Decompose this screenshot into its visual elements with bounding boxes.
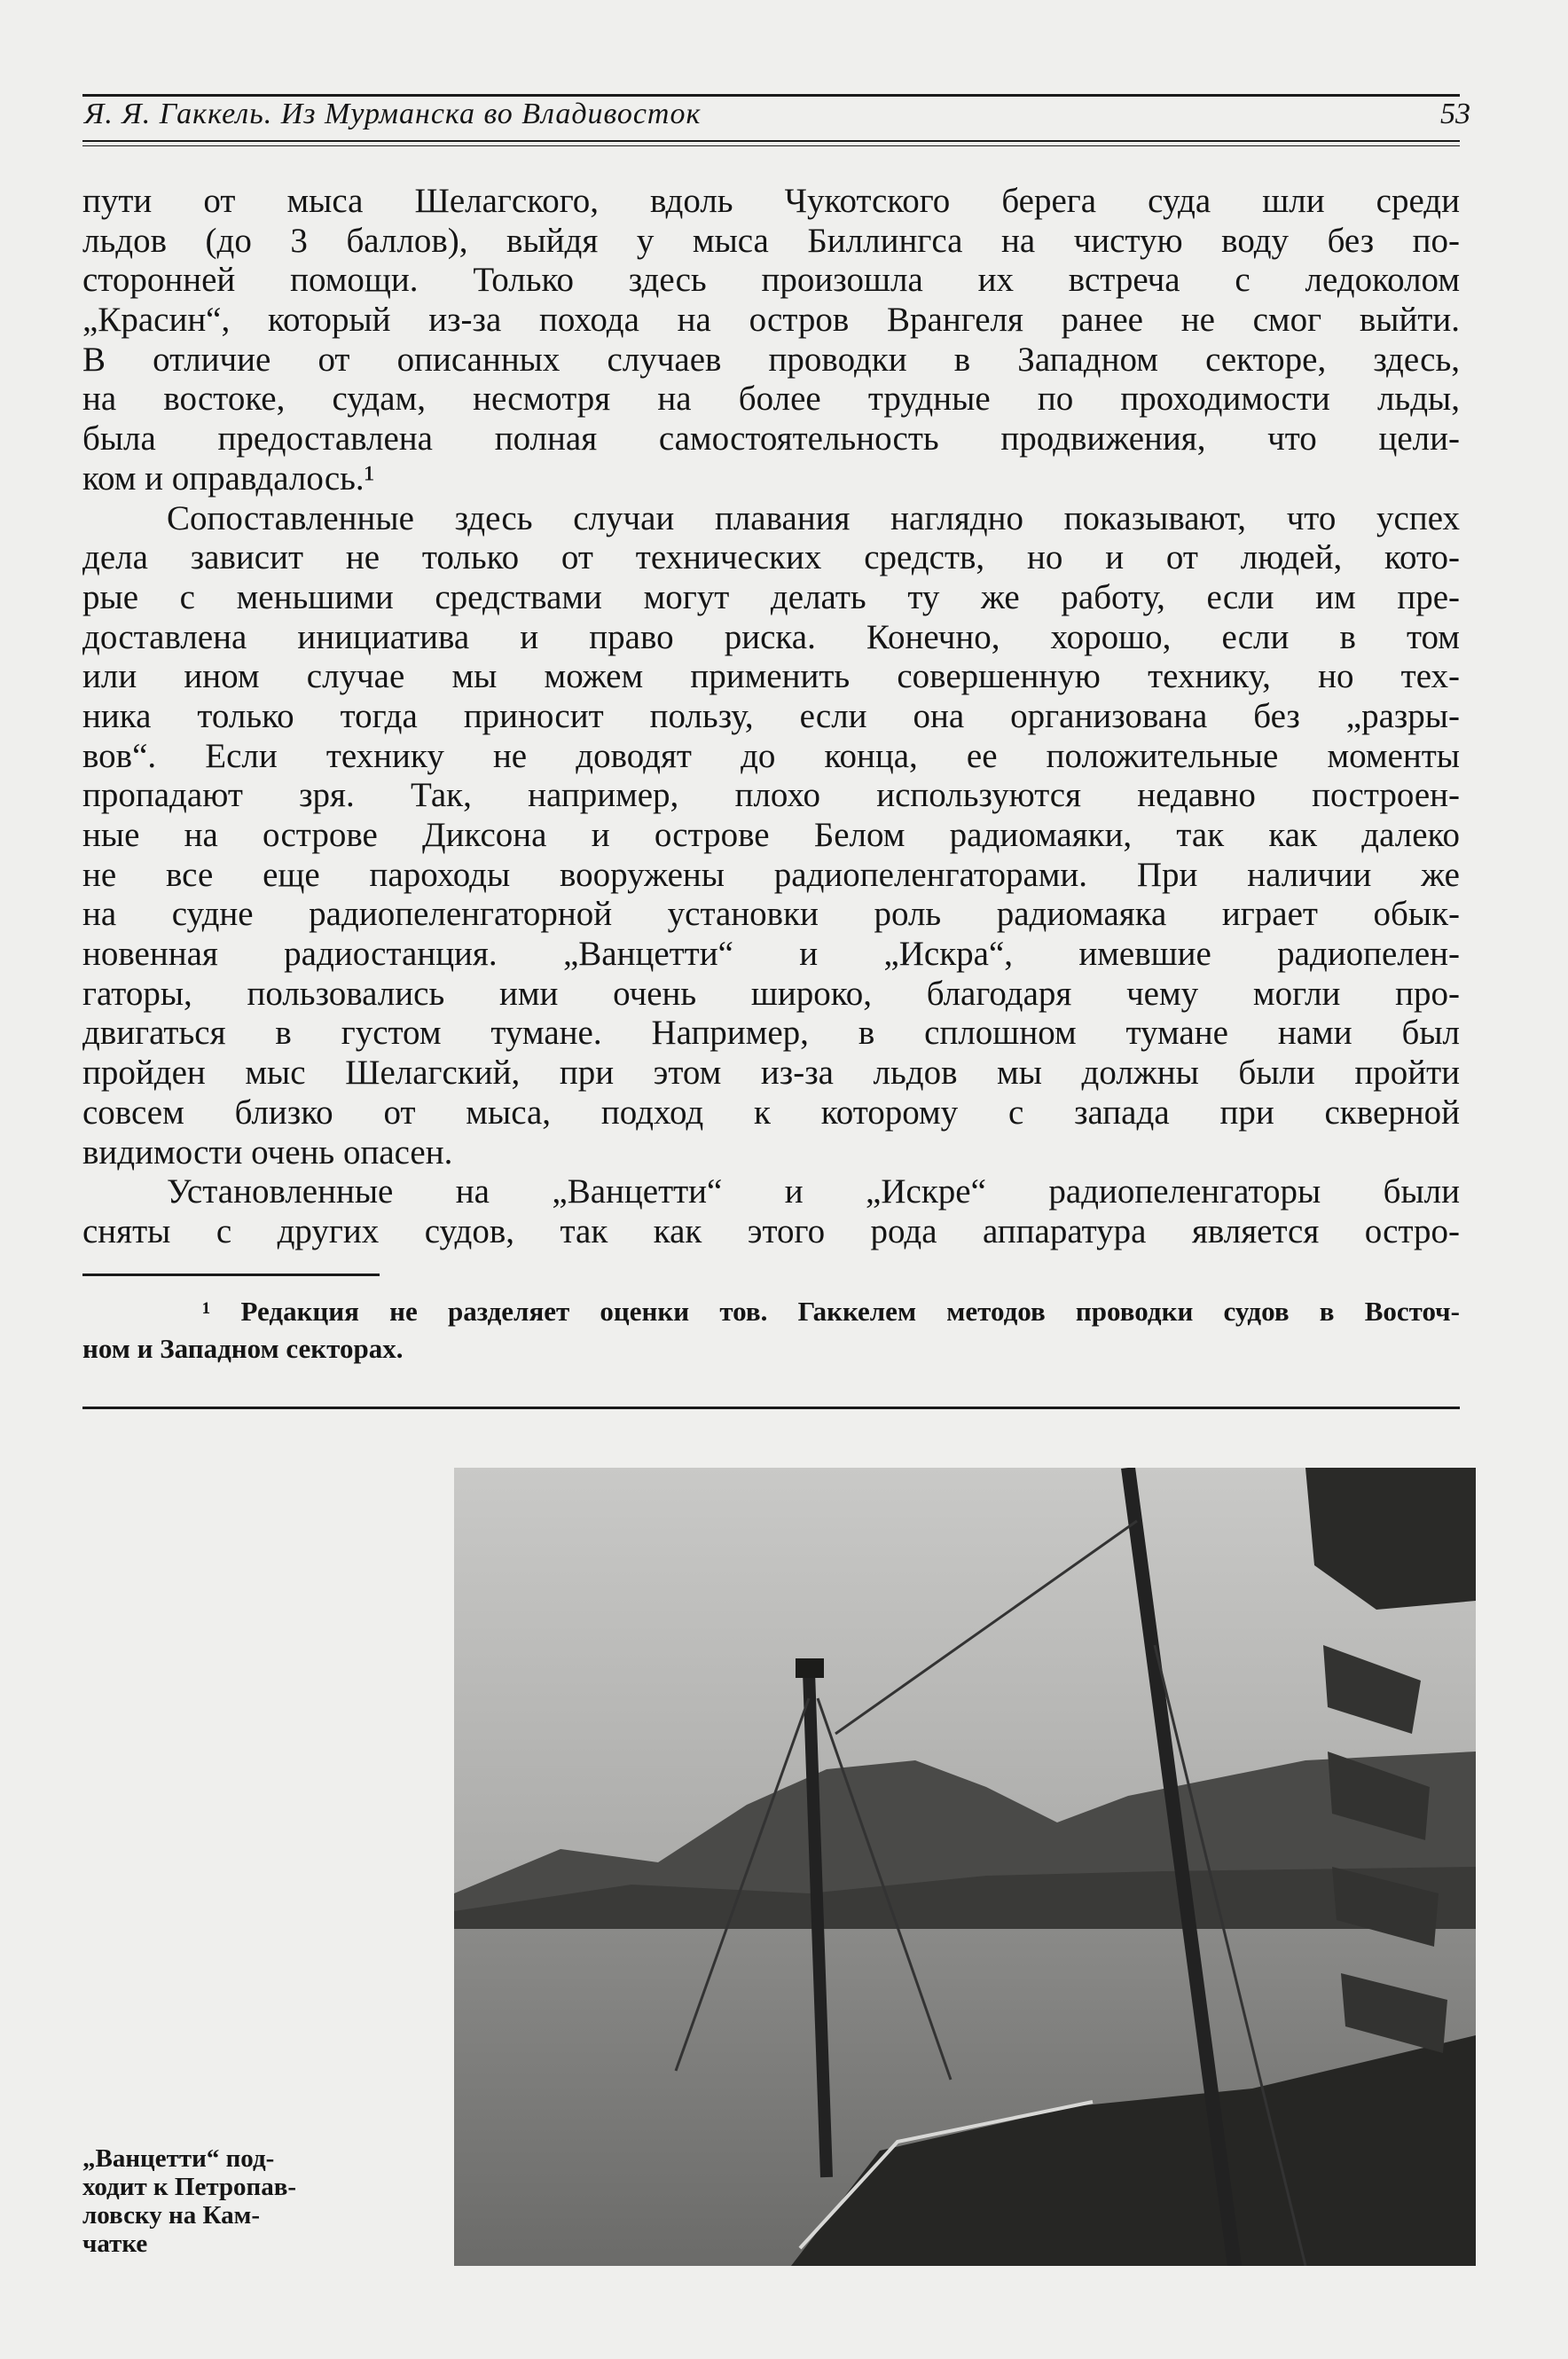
- text-line: на востоке, судам, несмотря на более трудные по проходимости льды,: [82, 380, 1460, 419]
- text-line: ловску на Кам-: [82, 2201, 260, 2230]
- paragraph-2: [82, 499, 1460, 1173]
- ship-photo: [454, 1468, 1476, 2266]
- text-line: ные на острове Диксона и острове Белом радиомаяки, так как далеко: [82, 816, 1460, 854]
- text-line: Установленные на „Ванцетти“ и „Искре“ радиопеленгаторы были: [167, 1172, 1460, 1211]
- text-line: сторонней помощи. Только здесь произошла их встреча с ледоколом: [82, 261, 1460, 300]
- footnote: [82, 1293, 1460, 1368]
- text-line: была предоставлена полная самостоятельность продвижения, что цели-: [82, 419, 1460, 458]
- page-number: 53: [1440, 98, 1470, 130]
- text-line: пропадают зря. Так, например, плохо используются недавно построен-: [82, 776, 1460, 815]
- text-line: видимости очень опасен.: [82, 1132, 453, 1172]
- text-line: не все еще пароходы вооружены радиопеленгаторами. При наличии же: [82, 855, 1460, 894]
- header-bottom-rule: [82, 140, 1460, 142]
- photo-separator-rule: [82, 1407, 1460, 1409]
- text-line: чатке: [82, 2230, 148, 2258]
- text-line: ¹ Редакция не разделяет оценки тов. Гаккелем методов проводки судов в Восточ-: [202, 1296, 1460, 1327]
- text-line: доставлена инициатива и право риска. Конечно, хорошо, если в том: [82, 617, 1460, 656]
- photo-caption: [82, 2144, 375, 2258]
- text-line: Сопоставленные здесь случаи плавания наглядно показывают, что успех: [167, 498, 1460, 537]
- text-line: ника только тогда приносит пользу, если она организована без „разры-: [82, 696, 1460, 735]
- text-line: пройден мыс Шелагский, при этом из-за льдов мы должны были пройти: [82, 1054, 1460, 1093]
- mast-top: [796, 1658, 824, 1678]
- text-line: В отличие от описанных случаев проводки в Западном секторе, здесь,: [82, 340, 1460, 379]
- running-header-title: Я. Я. Гаккель. Из Мурманска во Владивосток: [84, 98, 702, 130]
- text-line: рые с меньшими средствами могут делать ту же работу, если им пре-: [82, 577, 1460, 616]
- text-line: двигаться в густом тумане. Например, в сплошном тумане нами был: [82, 1014, 1460, 1053]
- text-line: „Красин“, который из-за похода на остров Врангеля ранее не смог выйти.: [82, 301, 1460, 340]
- text-line: ком и оправдалось.¹: [82, 458, 375, 498]
- text-line: или ином случае мы можем применить совершенную технику, но тех-: [82, 657, 1460, 696]
- text-line: вов“. Если технику не доводят до конца, ее положительные моменты: [82, 736, 1460, 775]
- header-top-rule: [82, 94, 1460, 97]
- text-line: ходит к Петропав-: [82, 2173, 297, 2201]
- text-line: льдов (до 3 баллов), выйдя у мыса Биллингса на чистую воду без по-: [82, 221, 1460, 260]
- paragraph-3: [82, 1172, 1460, 1251]
- paragraph-1: [82, 182, 1460, 499]
- text-line: гаторы, пользовались ими очень широко, благодаря чему могли про-: [82, 974, 1460, 1013]
- text-line: сняты с других судов, так как этого рода аппаратура является остро-: [82, 1211, 1460, 1250]
- header-bottom-rule-2: [82, 145, 1460, 146]
- text-line: „Ванцетти“ под-: [82, 2144, 275, 2173]
- text-line: пути от мыса Шелагского, вдоль Чукотского берега суда шли среди: [82, 182, 1460, 220]
- text-line: новенная радиостанция. „Ванцетти“ и „Искра“, имевшие радиопелен-: [82, 935, 1460, 974]
- text-line: дела зависит не только от технических средств, но и от людей, кото-: [82, 538, 1460, 577]
- footnote-rule: [82, 1274, 380, 1276]
- text-line: на судне радиопеленгаторной установки роль радиомаяка играет обык-: [82, 895, 1460, 934]
- text-line: ном и Западном секторах.: [82, 1333, 404, 1364]
- text-line: совсем близко от мыса, подход к которому с запада при скверной: [82, 1093, 1460, 1132]
- body-text: [82, 182, 1460, 1252]
